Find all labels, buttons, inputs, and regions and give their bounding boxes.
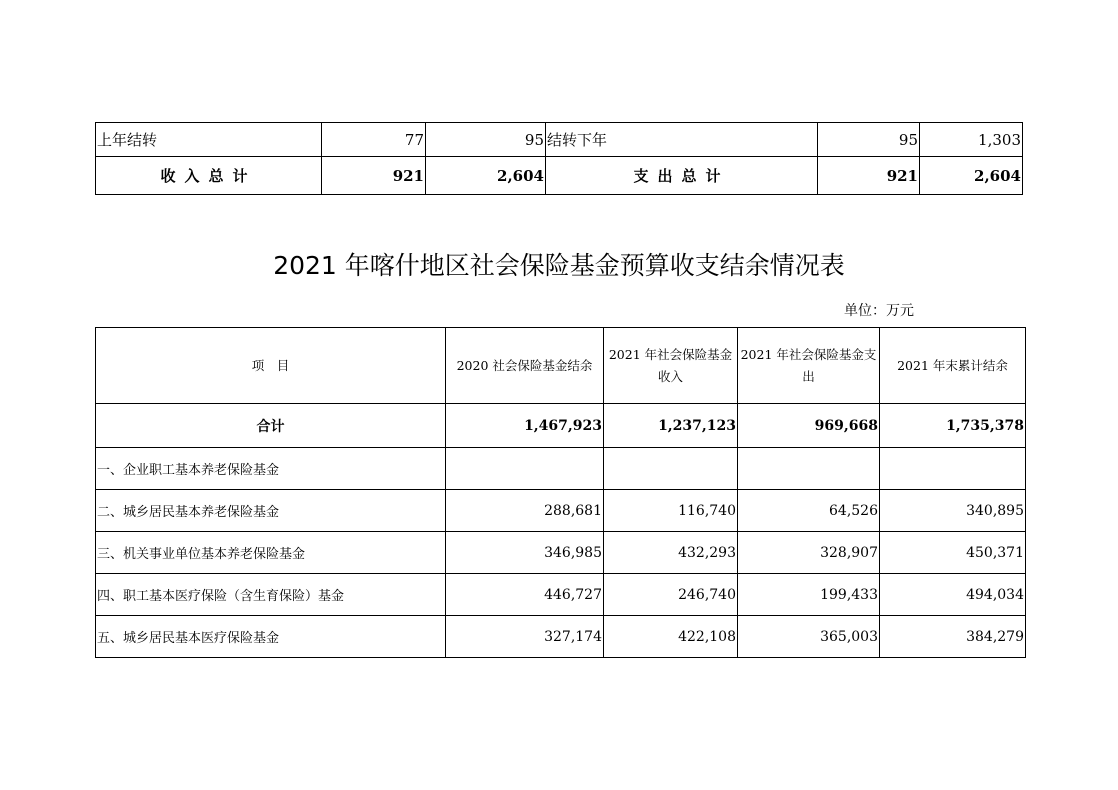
row-2021-expense: 64,526 [738, 490, 880, 532]
table-row [96, 490, 1026, 532]
row-2021-expense: 365,003 [738, 616, 880, 658]
row-2021-cumulative: 450,371 [880, 532, 1026, 574]
table-row [96, 616, 1026, 658]
table-row [96, 574, 1026, 616]
expense-total-label: 支出总计 [546, 157, 818, 195]
total-2021-expense: 969,668 [738, 404, 880, 448]
row-2021-cumulative [880, 448, 1026, 490]
row-2020-balance: 446,727 [446, 574, 604, 616]
row-2021-income: 116,740 [604, 490, 738, 532]
table-row [96, 123, 1023, 157]
row-label: 二、城乡居民基本养老保险基金 [96, 490, 446, 532]
income-total-value-2: 2,604 [426, 157, 546, 195]
row-2021-income: 422,108 [604, 616, 738, 658]
header-2021-expense: 2021 年社会保险基金支出 [738, 328, 880, 404]
row-2020-balance [446, 448, 604, 490]
income-expense-summary-table [95, 122, 1023, 195]
row-2021-expense: 328,907 [738, 532, 880, 574]
row-2021-income [604, 448, 738, 490]
row-2021-income: 432,293 [604, 532, 738, 574]
table-row [96, 448, 1026, 490]
total-2021-income: 1,237,123 [604, 404, 738, 448]
total-2020-balance: 1,467,923 [446, 404, 604, 448]
carryover-prev-label: 上年结转 [96, 123, 322, 157]
row-2020-balance: 327,174 [446, 616, 604, 658]
social-insurance-fund-table [95, 327, 1026, 658]
total-2021-cumulative: 1,735,378 [880, 404, 1026, 448]
row-2021-cumulative: 494,034 [880, 574, 1026, 616]
total-label: 合计 [96, 404, 446, 448]
total-row [96, 404, 1026, 448]
row-2021-cumulative: 384,279 [880, 616, 1026, 658]
row-label: 四、职工基本医疗保险（含生育保险）基金 [96, 574, 446, 616]
carryover-next-value-1: 95 [818, 123, 920, 157]
page-title: 2021 年喀什地区社会保险基金预算收支结余情况表 [273, 251, 845, 280]
row-2021-income: 246,740 [604, 574, 738, 616]
carryover-next-label: 结转下年 [546, 123, 818, 157]
row-label: 一、企业职工基本养老保险基金 [96, 448, 446, 490]
expense-total-value-2: 2,604 [920, 157, 1023, 195]
header-2020-balance: 2020 社会保险基金结余 [446, 328, 604, 404]
table-row [96, 157, 1023, 195]
unit-label: 单位：万元 [844, 303, 914, 319]
row-label: 三、机关事业单位基本养老保险基金 [96, 532, 446, 574]
header-item: 项 目 [96, 328, 446, 404]
header-2021-income: 2021 年社会保险基金收入 [604, 328, 738, 404]
header-2021-cumulative-balance: 2021 年末累计结余 [880, 328, 1026, 404]
row-2020-balance: 346,985 [446, 532, 604, 574]
row-label: 五、城乡居民基本医疗保险基金 [96, 616, 446, 658]
carryover-prev-value-2: 95 [426, 123, 546, 157]
row-2021-cumulative: 340,895 [880, 490, 1026, 532]
carryover-prev-value-1: 77 [322, 123, 426, 157]
income-total-label: 收入总计 [96, 157, 322, 195]
expense-total-value-1: 921 [818, 157, 920, 195]
row-2021-expense [738, 448, 880, 490]
table-header-row [96, 328, 1026, 404]
table-row [96, 532, 1026, 574]
row-2020-balance: 288,681 [446, 490, 604, 532]
row-2021-expense: 199,433 [738, 574, 880, 616]
carryover-next-value-2: 1,303 [920, 123, 1023, 157]
income-total-value-1: 921 [322, 157, 426, 195]
